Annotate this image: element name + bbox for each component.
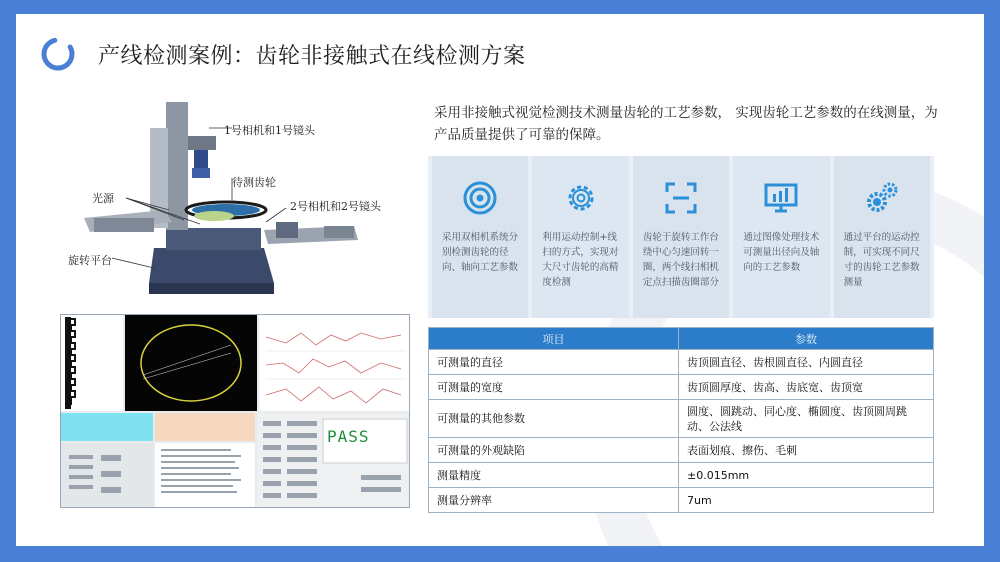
feature-card <box>834 156 930 318</box>
feature-card <box>532 156 628 318</box>
table-cell: 可测量的其他参数 <box>429 400 679 438</box>
label-camera2: 2号相机和2号镜头 <box>290 200 381 213</box>
page-title: 产线检测案例：齿轮非接触式在线检测方案 <box>98 43 526 69</box>
table-cell: 7um <box>679 488 934 513</box>
label-gear: 待测齿轮 <box>232 176 276 189</box>
column-header-item: 项目 <box>429 328 679 350</box>
table-row <box>429 438 934 463</box>
feature-card <box>633 156 729 318</box>
software-screenshot-graphics <box>61 315 410 508</box>
table-cell: 可测量的外观缺陷 <box>429 438 679 463</box>
scan-frame-icon <box>663 180 699 216</box>
table-cell: 齿顶圆直径、齿根圆直径、内圆直径 <box>679 350 934 375</box>
table-row <box>429 463 934 488</box>
table-header-row <box>429 328 934 350</box>
table-cell: 圆度、圆跳动、同心度、椭圆度、齿顶圆周跳动、公法线 <box>679 400 934 438</box>
table-row <box>429 400 934 438</box>
label-platform: 旋转平台 <box>68 254 112 267</box>
table-cell: 齿顶圆厚度、齿高、齿底宽、齿顶宽 <box>679 375 934 400</box>
gears-icon <box>864 180 900 216</box>
column-header-param: 参数 <box>679 328 934 350</box>
label-light: 光源 <box>92 192 114 205</box>
intro-text: 采用非接触式视觉检测技术测量齿轮的工艺参数， 实现齿轮工艺参数的在线测量，为产品质量提供了可靠的保障。 <box>434 105 938 143</box>
feature-text: 齿轮于旋转工作台绕中心匀速回转一圈，两个线扫相机定点扫描齿圈部分 <box>642 232 719 288</box>
feature-text: 通过平台的运动控制，可实现不同尺寸的齿轮工艺参数测量 <box>843 232 920 288</box>
table-cell: 可测量的宽度 <box>429 375 679 400</box>
ring-logo-icon <box>40 36 76 72</box>
table-cell: ±0.015mm <box>679 463 934 488</box>
target-icon <box>462 180 498 216</box>
slide <box>16 14 984 546</box>
table-row <box>429 350 934 375</box>
gear-settings-icon <box>563 180 599 216</box>
table-cell: 测量精度 <box>429 463 679 488</box>
table-cell: 可测量的直径 <box>429 350 679 375</box>
feature-card <box>733 156 829 318</box>
pass-result: PASS <box>327 427 370 446</box>
table-row <box>429 375 934 400</box>
machine-diagram <box>54 98 384 298</box>
label-camera1: 1号相机和1号镜头 <box>224 124 315 137</box>
table-cell: 表面划痕、擦伤、毛刺 <box>679 438 934 463</box>
parameter-table <box>428 327 934 513</box>
feature-cards <box>428 156 934 318</box>
title-row <box>40 36 526 72</box>
software-screenshot <box>60 314 410 508</box>
feature-text: 采用双相机系统分别检测齿轮的径向、轴向工艺参数 <box>442 232 519 273</box>
feature-card <box>432 156 528 318</box>
table-row <box>429 488 934 513</box>
feature-text: 通过图像处理技术可测量出径向及轴向的工艺参数 <box>743 232 820 273</box>
monitor-chart-icon <box>763 180 799 216</box>
feature-text: 利用运动控制+线扫的方式，实现对大尺寸齿轮的高精度检测 <box>542 232 619 288</box>
table-cell: 测量分辨率 <box>429 488 679 513</box>
